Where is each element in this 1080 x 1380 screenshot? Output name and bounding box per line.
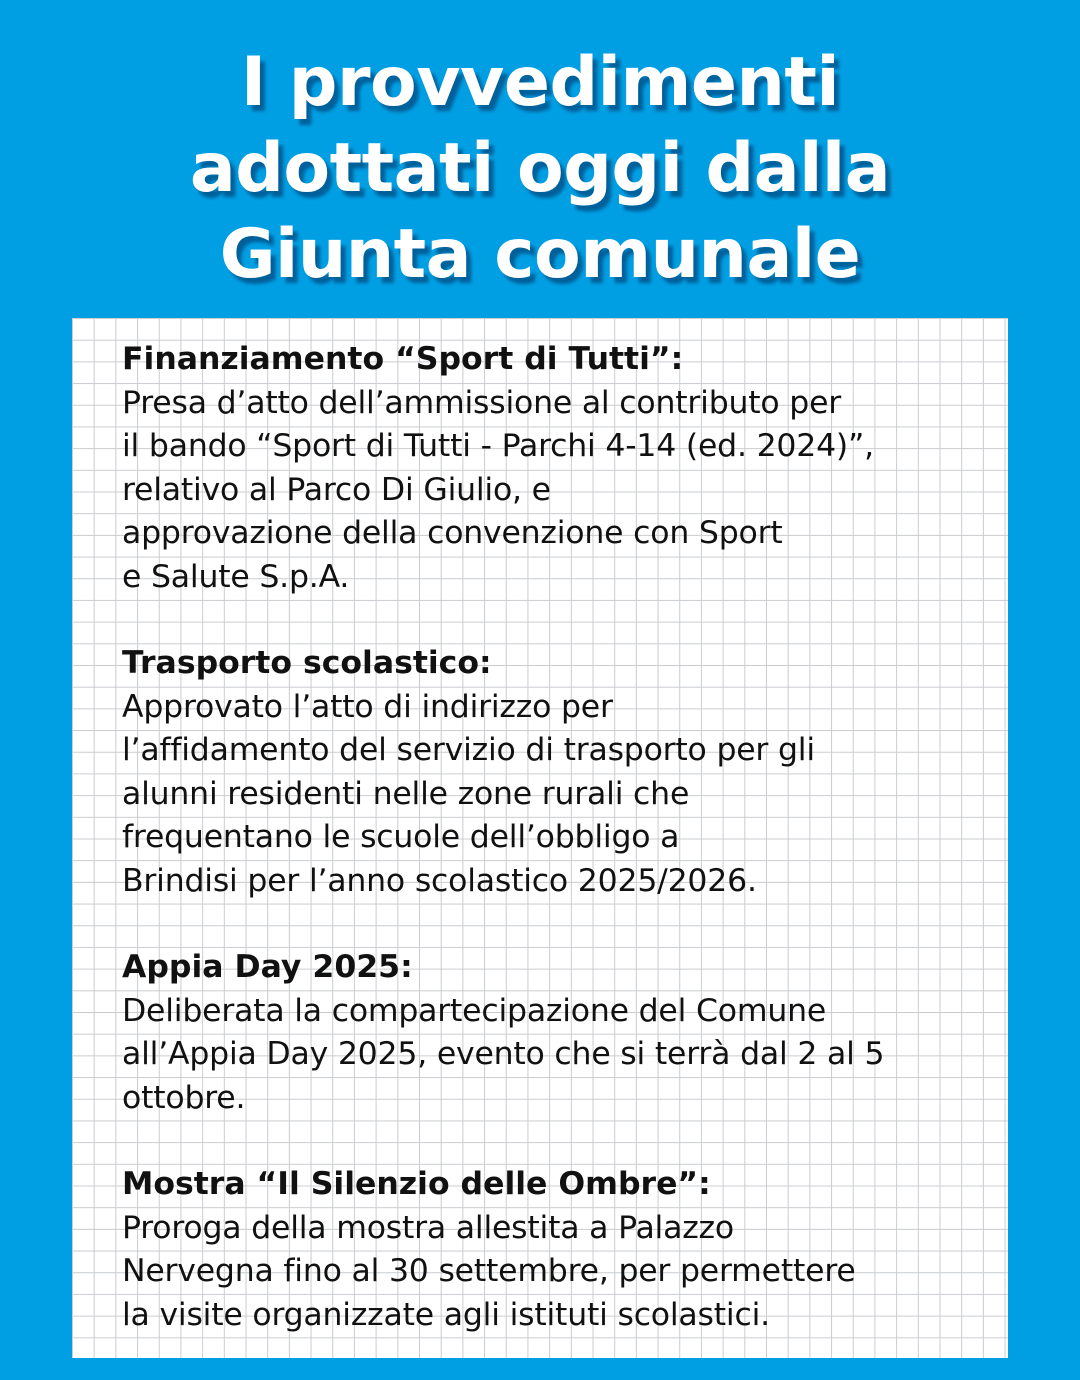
measure-text-line: ottobre. [122, 1079, 246, 1116]
measure-text-line: Nervegna fino al 30 settembre, per permettere [122, 1253, 856, 1289]
measure-text-line: Approvato l’atto di indirizzo per [122, 688, 613, 725]
measure-text-line: Brindisi per l’anno scolastico 2025/2026. [122, 862, 757, 899]
measure-trasporto-scolastico [122, 642, 992, 903]
measure-heading: Finanziamento “Sport di Tutti”: [122, 341, 684, 377]
measure-text-line: il bando “Sport di Tutti - Parchi 4-14 (ed. 2024)”, [122, 428, 874, 464]
measure-text-line: approvazione della convenzione con Sport [122, 515, 783, 551]
measure-heading: Mostra “Il Silenzio delle Ombre”: [122, 1166, 711, 1202]
measures-list [122, 338, 992, 1380]
measure-text-line: relativo al Parco Di Giulio, e [122, 471, 551, 508]
measure-sport-di-tutti [122, 338, 992, 599]
page-title [0, 40, 1080, 298]
title-line: I provvedimenti [240, 43, 840, 122]
measure-text-line: Deliberata la compartecipazione del Comune [122, 992, 827, 1029]
grid-paper-sheet [72, 318, 1008, 1358]
measure-text-line: la visite organizzate agli istituti scolastici. [122, 1296, 770, 1333]
title-line: Giunta comunale [219, 215, 861, 294]
measure-heading: Appia Day 2025: [122, 949, 413, 985]
measure-text-line: alunni residenti nelle zone rurali che [122, 775, 690, 812]
measure-text-line: Presa d’atto dell’ammissione al contributo per [122, 384, 842, 421]
measure-text-line: Proroga della mostra allestita a Palazzo [122, 1209, 734, 1246]
measure-heading: Trasporto scolastico: [122, 645, 492, 681]
measure-text-line: all’Appia Day 2025, evento che si terrà dal 2 al 5 [122, 1036, 885, 1072]
measure-text-line: l’affidamento del servizio di trasporto per gli [122, 732, 815, 768]
measure-mostra [122, 1163, 992, 1337]
measure-text-line: frequentano le scuole dell’obbligo a [122, 819, 680, 855]
measure-text-line: e Salute S.p.A. [122, 558, 350, 595]
title-line: adottati oggi dalla [189, 129, 891, 208]
measure-appia-day [122, 946, 992, 1120]
